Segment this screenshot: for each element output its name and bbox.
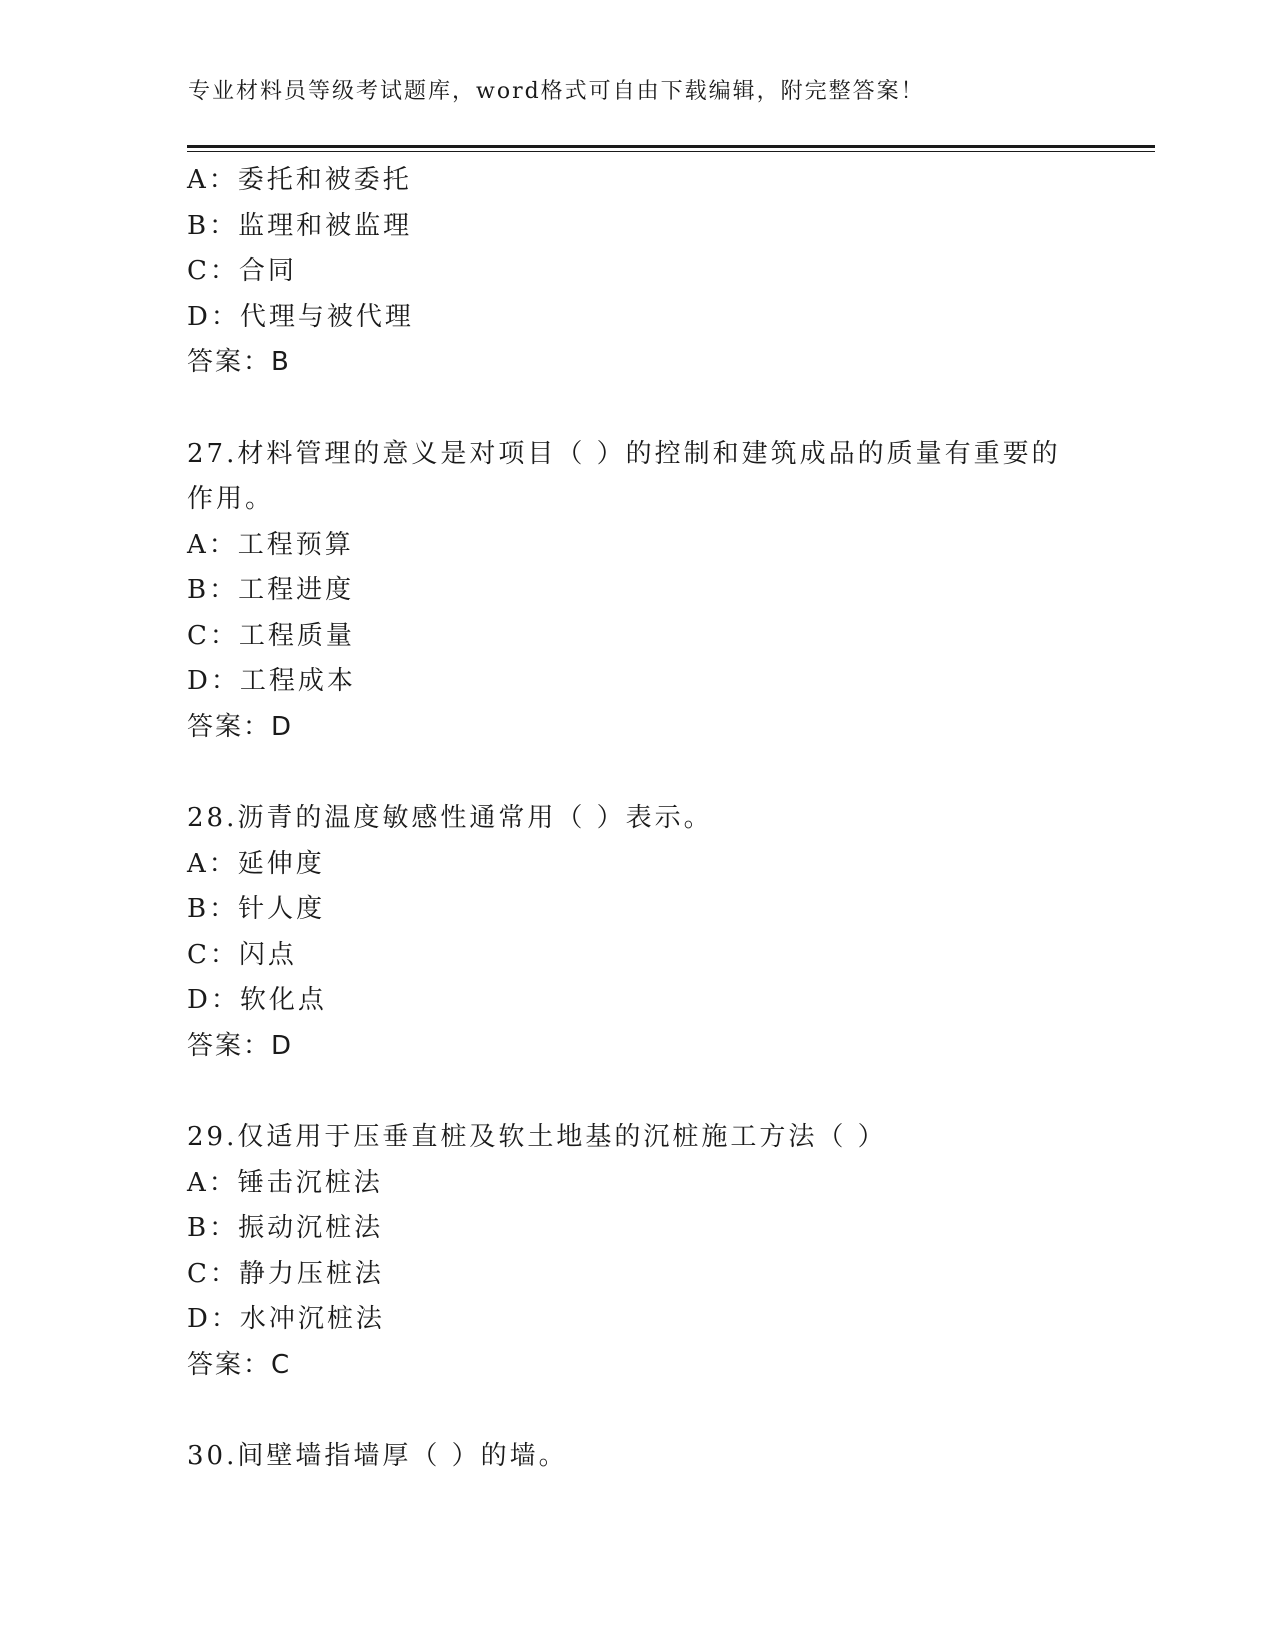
option-a: A：工程预算: [187, 529, 354, 560]
answer-line: 答案：D: [187, 1030, 294, 1061]
option-d: D：工程成本: [187, 666, 356, 696]
question-29: [187, 1115, 1087, 1388]
option-b: B：振动沉桩法: [187, 1213, 384, 1243]
question-30: [187, 1434, 1087, 1480]
option-d: D：水冲沉桩法: [187, 1304, 385, 1334]
option-a: A：锤击沉桩法: [187, 1167, 383, 1198]
header-divider-thin: [187, 151, 1155, 152]
option-c: C：工程质量: [187, 620, 355, 651]
option-d: D：软化点: [187, 985, 327, 1015]
carryover-question: [187, 158, 1087, 386]
question-stem: 27.材料管理的意义是对项目（ ）的控制和建筑成品的质量有重要的: [187, 438, 1061, 469]
option-c: C：合同: [187, 256, 297, 286]
option-a: A：委托和被委托: [187, 165, 412, 195]
answer-line: 答案：B: [187, 347, 291, 377]
option-b: B：监理和被监理: [187, 210, 413, 241]
question-28: [187, 796, 1087, 1069]
page-header: 专业材料员等级考试题库，word格式可自由下载编辑，附完整答案！: [188, 79, 925, 104]
option-c: C：闪点: [187, 939, 297, 970]
option-b: B：针人度: [187, 894, 326, 924]
question-stem: 28.沥青的温度敏感性通常用（ ）表示。: [187, 803, 713, 833]
question-list: [187, 158, 1087, 1480]
question-stem: 29.仅适用于压垂直桩及软土地基的沉桩施工方法（ ）: [187, 1122, 887, 1152]
option-a: A：延伸度: [187, 848, 325, 879]
option-d: D：代理与被代理: [187, 301, 414, 332]
option-c: C：静力压桩法: [187, 1258, 384, 1289]
question-stem: 30.间壁墙指墙厚（ ）的墙。: [187, 1441, 568, 1471]
option-b: B：工程进度: [187, 575, 355, 605]
question-27: [187, 432, 1087, 751]
header-divider-thick: [187, 145, 1155, 148]
answer-line: 答案：D: [187, 711, 294, 742]
question-stem-continued: 作用。: [187, 484, 275, 514]
answer-line: 答案：C: [187, 1349, 292, 1380]
